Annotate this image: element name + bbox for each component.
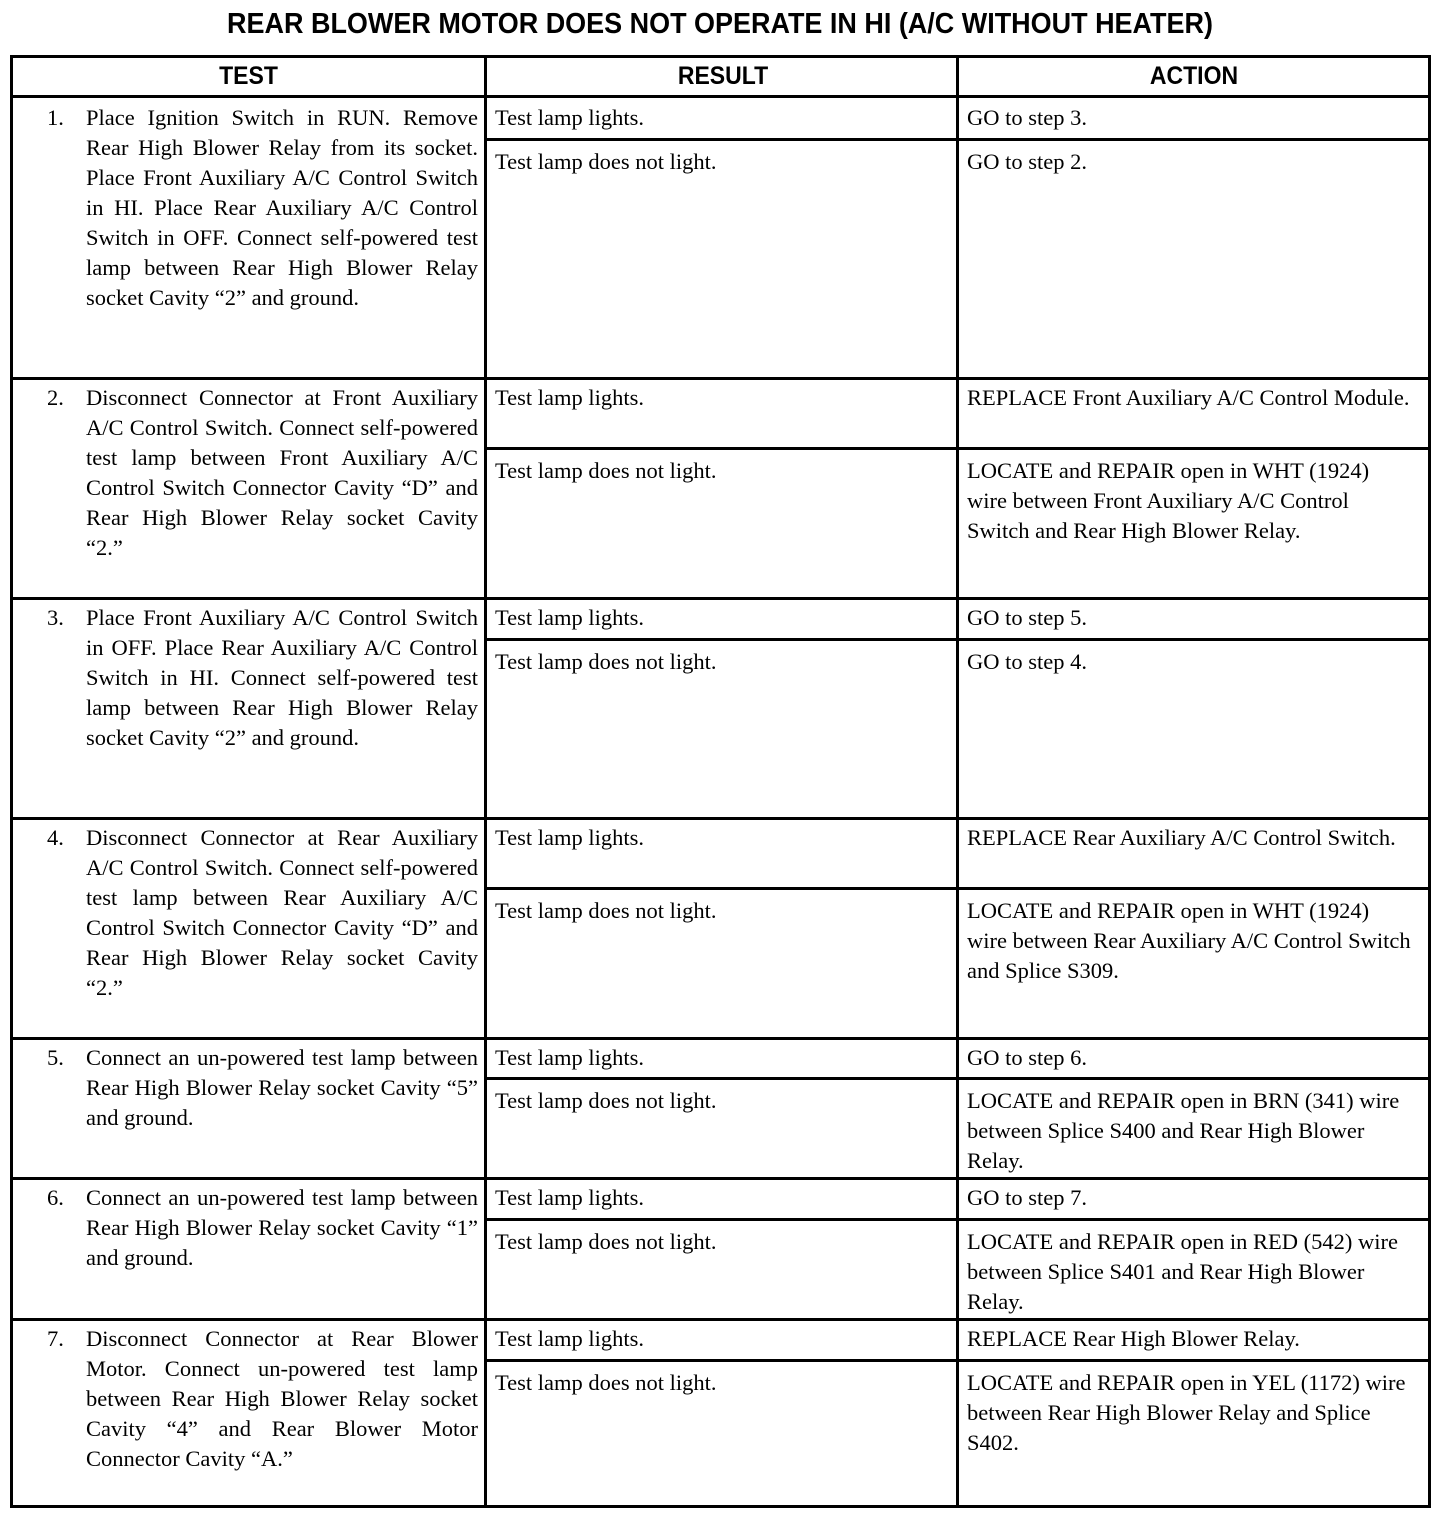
test-instructions: Place Front Auxiliary A/C Control Switch in OFF. Place Rear Auxiliary A/C Control Switch in HI. Connect self-powered test lamp between Rear High Blower Relay socket Cavity “2” and ground. xyxy=(86,605,478,750)
header-action: ACTION xyxy=(1149,62,1239,90)
header-result: RESULT xyxy=(677,62,769,90)
result-cell: Test lamp does not light. xyxy=(495,458,717,483)
outcome-divider xyxy=(484,887,1431,890)
action-cell: LOCATE and REPAIR open in WHT (1924) wire between Rear Auxiliary A/C Control Switch and Splice S309. xyxy=(967,898,1411,983)
table-border-bottom xyxy=(10,1505,1431,1508)
test-instructions: Disconnect Connector at Rear Blower Motor. Connect un-powered test lamp between Rear High Blower Relay socket Cavity “4” and Rear Blower Motor Connector Cavity “A.” xyxy=(86,1326,478,1471)
diagnostic-table xyxy=(10,55,1431,1508)
page-title: REAR BLOWER MOTOR DOES NOT OPERATE IN HI (A/C WITHOUT HEATER) xyxy=(227,8,1213,40)
action-cell: REPLACE Front Auxiliary A/C Control Module. xyxy=(967,385,1410,410)
test-cell xyxy=(13,383,486,563)
test-cell xyxy=(13,1183,486,1273)
row-divider xyxy=(10,1037,1431,1040)
header-test: TEST xyxy=(219,62,278,90)
result-cell: Test lamp lights. xyxy=(495,1185,645,1210)
action-cell: GO to step 5. xyxy=(967,605,1087,630)
table-border-right xyxy=(1428,55,1431,1508)
test-cell xyxy=(13,103,486,313)
action-cell: REPLACE Rear Auxiliary A/C Control Switch. xyxy=(967,825,1396,850)
step-number: 3. xyxy=(47,605,64,630)
result-cell: Test lamp does not light. xyxy=(495,898,717,923)
outcome-divider xyxy=(484,447,1431,450)
result-cell: Test lamp does not light. xyxy=(495,1370,717,1395)
test-cell xyxy=(13,603,486,753)
row-divider xyxy=(10,1318,1431,1321)
action-cell: GO to step 7. xyxy=(967,1185,1087,1210)
action-cell: GO to step 6. xyxy=(967,1045,1087,1070)
step-number: 6. xyxy=(47,1185,64,1210)
action-cell: LOCATE and REPAIR open in WHT (1924) wire between Front Auxiliary A/C Control Switch and Rear High Blower Relay. xyxy=(967,458,1370,543)
result-cell: Test lamp lights. xyxy=(495,385,645,410)
action-cell: GO to step 3. xyxy=(967,105,1087,130)
result-cell: Test lamp does not light. xyxy=(495,649,717,674)
result-cell: Test lamp lights. xyxy=(495,105,645,130)
test-cell xyxy=(13,823,486,1003)
result-cell: Test lamp lights. xyxy=(495,1326,645,1351)
step-number: 2. xyxy=(47,385,64,410)
outcome-divider xyxy=(484,638,1431,641)
result-cell: Test lamp does not light. xyxy=(495,1088,717,1113)
outcome-divider xyxy=(484,1359,1431,1362)
result-cell: Test lamp lights. xyxy=(495,1045,645,1070)
row-divider xyxy=(10,377,1431,380)
step-number: 7. xyxy=(47,1326,64,1351)
action-cell: LOCATE and REPAIR open in BRN (341) wire between Splice S400 and Rear High Blower Relay. xyxy=(967,1088,1400,1173)
outcome-divider xyxy=(484,138,1431,141)
test-instructions: Connect an un-powered test lamp between Rear High Blower Relay socket Cavity “5” and ground. xyxy=(86,1045,478,1130)
row-divider xyxy=(10,597,1431,600)
row-divider xyxy=(10,1177,1431,1180)
action-cell: REPLACE Rear High Blower Relay. xyxy=(967,1326,1300,1351)
test-instructions: Disconnect Connector at Front Auxiliary A/C Control Switch. Connect self-powered test lamp between Front Auxiliary A/C Control Switch Connector Cavity “D” and Rear High Blower Relay socket Cavity “2.” xyxy=(86,385,478,560)
result-cell: Test lamp does not light. xyxy=(495,149,717,174)
step-number: 4. xyxy=(47,825,64,850)
action-cell: LOCATE and REPAIR open in RED (542) wire between Splice S401 and Rear High Blower Relay. xyxy=(967,1229,1399,1314)
step-number: 1. xyxy=(47,105,64,130)
test-instructions: Connect an un-powered test lamp between Rear High Blower Relay socket Cavity “1” and ground. xyxy=(86,1185,478,1270)
outcome-divider xyxy=(484,1218,1431,1221)
action-cell: GO to step 2. xyxy=(967,149,1087,174)
step-number: 5. xyxy=(47,1045,64,1070)
test-cell xyxy=(13,1043,486,1133)
result-cell: Test lamp lights. xyxy=(495,605,645,630)
outcome-divider xyxy=(484,1077,1431,1080)
test-instructions: Disconnect Connector at Rear Auxiliary A/C Control Switch. Connect self-powered test lamp between Rear Auxiliary A/C Control Switch Connector Cavity “D” and Rear High Blower Relay socket Cavity “2.” xyxy=(86,825,478,1000)
action-cell: LOCATE and REPAIR open in YEL (1172) wire between Rear High Blower Relay and Splice S402. xyxy=(967,1370,1406,1455)
test-instructions: Place Ignition Switch in RUN. Remove Rear High Blower Relay from its socket. Place Front Auxiliary A/C Control Switch in HI. Place Rear Auxiliary A/C Control Switch in OFF. Connect self-powered test lamp between Rear High Blower Relay socket Cavity “2” and ground. xyxy=(86,105,478,310)
result-cell: Test lamp lights. xyxy=(495,825,645,850)
row-divider xyxy=(10,817,1431,820)
result-cell: Test lamp does not light. xyxy=(495,1229,717,1254)
test-cell xyxy=(13,1324,486,1474)
action-cell: GO to step 4. xyxy=(967,649,1087,674)
